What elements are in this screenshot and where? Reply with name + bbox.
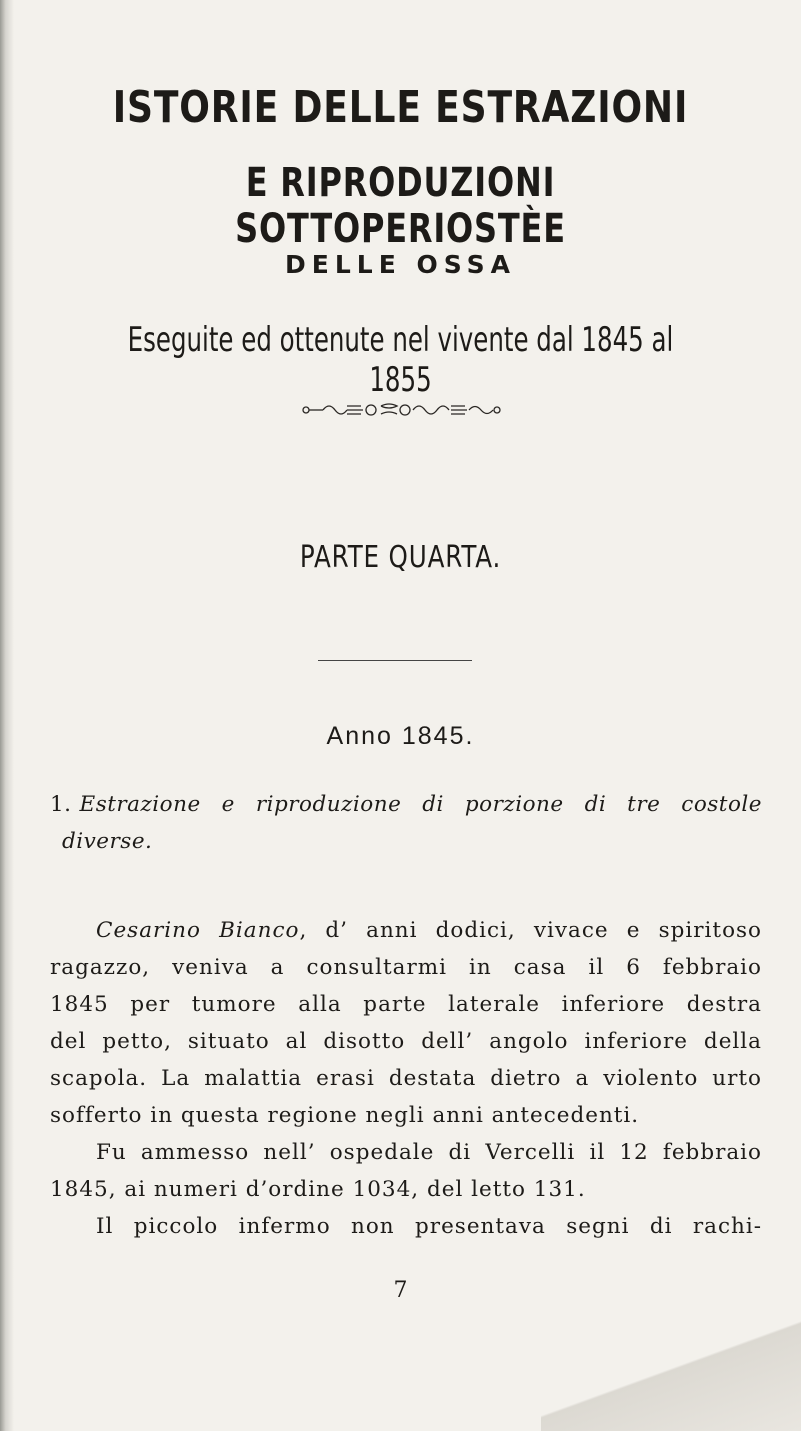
- page-binding-edge: [0, 0, 14, 1431]
- title-line-1: ISTORIE DELLE ESTRAZIONI: [112, 82, 689, 133]
- body-paragraph: [50, 912, 762, 1245]
- title-line-3: DELLE OSSA: [285, 250, 516, 279]
- section-title: Estrazione e riproduzione di porzione di tre costole: [79, 792, 762, 817]
- section-heading-line-1: [50, 786, 762, 823]
- section-number: 1.: [50, 792, 72, 817]
- text-line: Il piccolo infermo non presentava segni di rachi-: [96, 1214, 762, 1239]
- text-line: del petto, situato al disotto dell’ angolo inferiore della: [50, 1029, 762, 1054]
- text-line: 1845 per tumore alla parte laterale inferiore destra: [50, 992, 762, 1017]
- title-line-4: Eseguite ed ottenute nel vivente dal 1845 al 1855: [127, 320, 674, 400]
- patient-name: Cesarino Bianco: [96, 918, 300, 943]
- section-heading-line-2: diverse.: [62, 829, 153, 854]
- section-heading: [50, 786, 762, 860]
- page-fold-corner: [541, 1281, 801, 1431]
- part-heading: PARTE QUARTA.: [299, 540, 502, 575]
- text-line: 1845, ai numeri d’ordine 1034, del letto 131.: [50, 1177, 586, 1202]
- divider-rule: [318, 660, 472, 661]
- page-number: 7: [393, 1278, 408, 1303]
- text-line: scapola. La malattia erasi destata dietro a violento urto: [50, 1066, 762, 1091]
- title-line-2: E RIPRODUZIONI SOTTOPERIOSTÈE: [235, 160, 566, 252]
- ornament-icon: [301, 400, 501, 420]
- year-heading: Anno 1845.: [326, 722, 475, 750]
- ornament-divider: [0, 400, 801, 420]
- text-line: Cesarino Bianco, d’ anni dodici, vivace e spiritoso: [96, 918, 762, 943]
- text-line: ragazzo, veniva a consultarmi in casa il 6 febbraio: [50, 955, 762, 980]
- text-line: sofferto in questa regione negli anni antecedenti.: [50, 1103, 640, 1128]
- text-line: Fu ammesso nell’ ospedale di Vercelli il 12 febbraio: [96, 1140, 762, 1165]
